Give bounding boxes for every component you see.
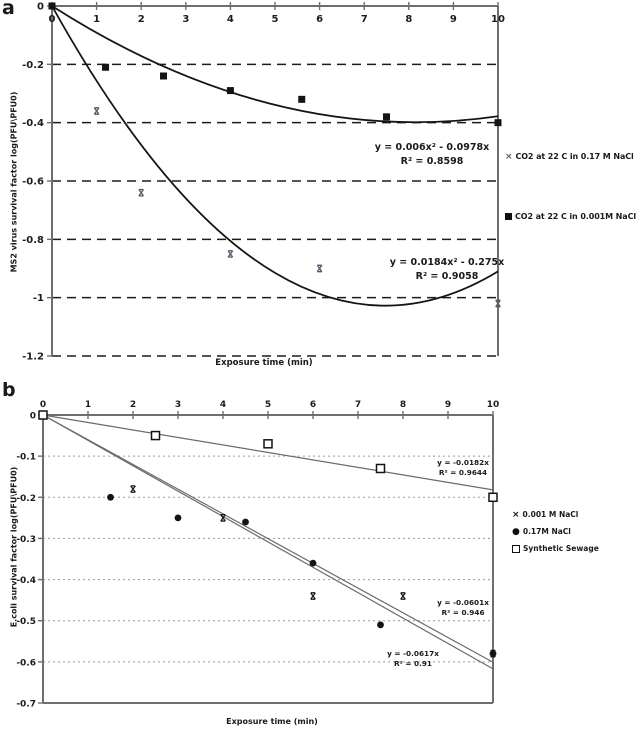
data-point-square (160, 73, 167, 80)
r-squared-text: R² = 0.9058 (415, 271, 479, 282)
data-point-open-square (264, 440, 272, 448)
legend-label: 0.17M NaCl (522, 527, 571, 536)
equation-text: y = -0.0617x (387, 649, 439, 658)
x-tick-label: 7 (360, 14, 368, 25)
data-point-x (311, 593, 316, 599)
equation-text: y = 0.006x² - 0.0978x (374, 142, 490, 153)
data-point-open-square (377, 464, 385, 472)
x-marker-icon: × (505, 151, 513, 162)
x-tick-label: 7 (354, 400, 362, 410)
data-point-circle (310, 560, 317, 567)
y-tick-label: -0.5 (16, 617, 36, 628)
x-tick-label: 4 (219, 400, 227, 410)
data-point-x (228, 251, 233, 257)
y-tick-label: -0.4 (22, 118, 44, 130)
y-tick-label: -0.6 (22, 176, 44, 188)
y-tick-label: 0 (29, 411, 36, 422)
data-point-circle (490, 650, 497, 657)
legend-item-synthetic-sewage (512, 544, 599, 553)
y-tick-label: 0 (37, 1, 44, 13)
data-point-circle (377, 621, 384, 628)
equation-a-001M (352, 141, 512, 169)
x-tick-label: 5 (271, 14, 279, 25)
y-tick-label: -0.4 (16, 576, 36, 587)
legend-label: CO2 at 22 C in 0.17 M NaCl (515, 152, 634, 161)
r-squared-text: R² = 0.946 (441, 608, 485, 617)
x-tick-label: 4 (226, 14, 234, 25)
trendline (43, 415, 493, 669)
legend-item-017M-nacl-b (512, 527, 571, 536)
x-tick-label: 5 (264, 400, 272, 410)
x-tick-label: 2 (129, 400, 137, 410)
x-tick-label: 1 (93, 14, 101, 25)
data-point-square (298, 96, 305, 103)
data-point-square (227, 87, 234, 94)
equation-text: y = 0.0184x² - 0.275x (389, 257, 505, 268)
legend-label: 0.001 M NaCl (522, 510, 579, 519)
x-tick-label: 1 (84, 400, 92, 410)
y-tick-label: -0.8 (22, 234, 44, 246)
data-point-circle (242, 519, 249, 526)
data-point-square (102, 64, 109, 71)
equation-text: y = -0.0601x (437, 598, 489, 607)
x-tick-label: 3 (182, 14, 190, 25)
x-tick-label: 3 (174, 400, 182, 410)
panel-b-label: b (2, 379, 16, 401)
equation-b-017M (358, 649, 468, 669)
y-tick-label: -0.1 (16, 452, 36, 463)
legend-label: Synthetic Sewage (523, 544, 599, 553)
data-point-x (139, 189, 144, 195)
x-tick-label: 6 (309, 400, 317, 410)
data-point-open-square (489, 493, 497, 501)
y-tick-label: -0.6 (16, 658, 36, 669)
data-point-open-square (152, 432, 160, 440)
data-point-square (49, 3, 56, 10)
x-tick-label: 8 (405, 14, 413, 25)
equation-b-001M (408, 598, 518, 618)
x-tick-label: 9 (449, 14, 457, 25)
legend-item-0001M-nacl-b (512, 510, 578, 519)
y-tick-label: -0.3 (16, 534, 36, 545)
panel-a-label: a (2, 0, 15, 19)
chart-a-y-axis-title: MS2 virus survival factor log(PFU\PFU0) (9, 91, 19, 273)
x-marker-icon: × (512, 509, 520, 520)
equation-text: y = -0.0182x (437, 458, 489, 467)
y-tick-label: -0.7 (16, 699, 36, 710)
legend-item-017M-nacl (505, 152, 634, 161)
chart-b-x-axis-title: Exposure time (min) (226, 717, 318, 726)
data-point-x (131, 486, 136, 492)
y-tick-label: -0.2 (16, 493, 36, 504)
y-tick-label: -1.2 (22, 351, 44, 363)
equation-b-sewage (408, 458, 518, 478)
r-squared-text: R² = 0.8598 (400, 156, 464, 167)
data-point-x (317, 265, 322, 271)
data-point-x (94, 108, 99, 114)
x-tick-label: 2 (137, 14, 145, 25)
open-square-marker-icon (512, 545, 520, 553)
y-tick-label: -1 (32, 293, 44, 305)
chart-b-y-axis-title: E.coli survival factor log(PFU\PFU0) (9, 466, 19, 628)
data-point-x (401, 593, 406, 599)
data-point-open-square (39, 411, 47, 419)
y-tick-label: -0.2 (22, 59, 44, 71)
filled-square-marker-icon (505, 213, 512, 220)
r-squared-text: R² = 0.91 (393, 659, 432, 668)
data-point-square (383, 113, 390, 120)
legend-item-0001M-nacl (505, 212, 636, 221)
chart-a-x-axis-title: Exposure time (min) (215, 358, 313, 368)
x-tick-label: 0 (39, 400, 47, 410)
x-tick-label: 8 (399, 400, 407, 410)
chart-a-plot (22, 2, 505, 363)
equation-a-017M (372, 256, 522, 284)
data-point-circle (175, 514, 182, 521)
r-squared-text: R² = 0.9644 (438, 468, 488, 477)
data-point-square (495, 119, 502, 126)
x-tick-label: 0 (48, 14, 56, 25)
x-tick-label: 9 (444, 400, 452, 410)
filled-circle-marker-icon: ● (512, 526, 520, 537)
data-point-circle (107, 494, 114, 501)
legend-label: CO2 at 22 C in 0.001M NaCl (515, 212, 636, 221)
x-tick-label: 10 (486, 400, 500, 410)
x-tick-label: 10 (491, 14, 505, 25)
x-tick-label: 6 (316, 14, 324, 25)
